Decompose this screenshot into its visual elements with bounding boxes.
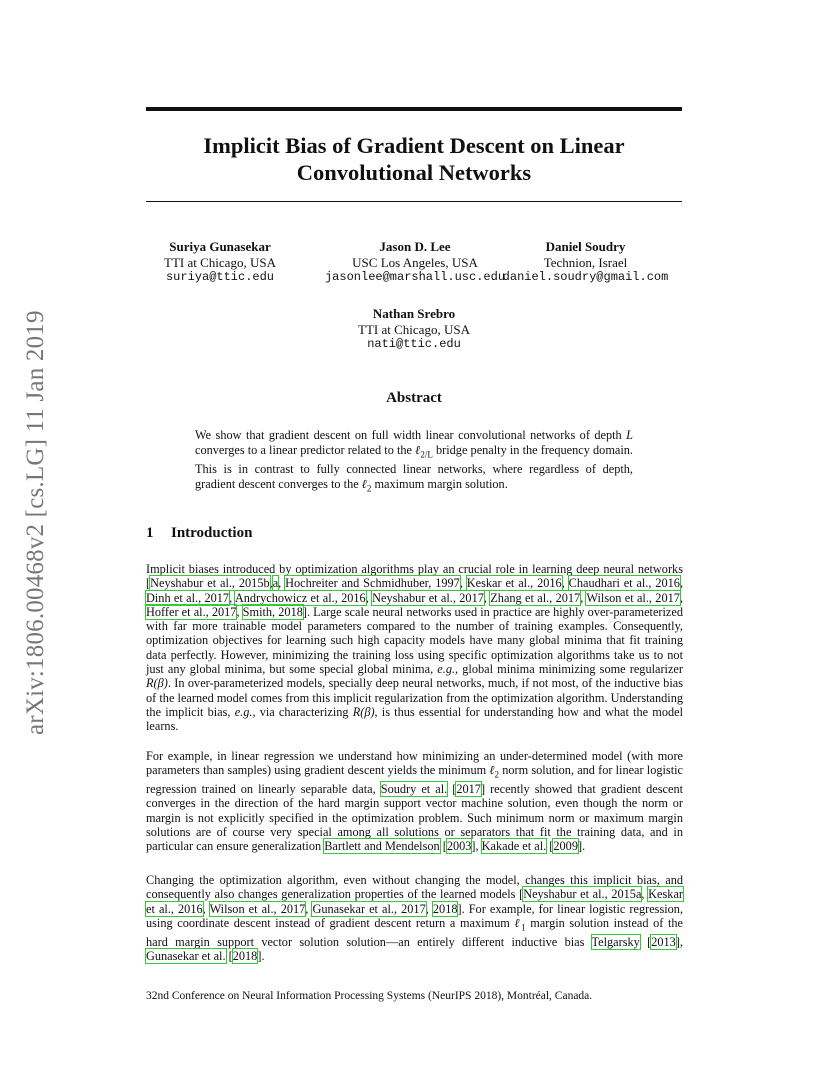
section-heading bbox=[146, 525, 252, 542]
citation-link[interactable]: Chaudhari et al., 2016 bbox=[568, 576, 680, 591]
citation-link[interactable]: 2003 bbox=[446, 839, 472, 854]
text-run: recently showed that gradient descent converges in the direction of the hard margin support vector machine solution, even though the norm or margin is not explicitly specified in the optimization problem. Such minimum norm or maximum margin solutions are of course very special among all solutions or separators that fit the training data, and in particular can ensure generalization bbox=[146, 782, 684, 854]
text-run: norm solution, and for linear logistic regression trained on linearly separable data, bbox=[146, 763, 683, 797]
citation-link[interactable]: Hoffer et al., 2017 bbox=[146, 604, 237, 619]
citation-link[interactable]: 2018 bbox=[432, 901, 458, 916]
author-affiliation: TTI at Chicago, USA bbox=[358, 321, 470, 337]
author-affiliation: Technion, Israel bbox=[543, 254, 628, 270]
text-run: via characterizing bbox=[255, 704, 353, 719]
text-run: maximum margin solution. bbox=[371, 477, 508, 492]
section-number: 1 bbox=[146, 525, 154, 541]
math-symbol: ℓ bbox=[489, 763, 495, 778]
text-run: . In over-parameterized models, specially deep neural networks, much, if not most, of the inductive bias of the learned model comes from this implicit regularization from the optimization algorithm. Understanding the implicit bias, bbox=[146, 676, 683, 719]
author-email[interactable]: daniel.soudry@gmail.com bbox=[502, 270, 669, 284]
citation-link[interactable]: Neyshabur et al., 2017 bbox=[372, 590, 484, 605]
citation-link[interactable]: Keskar et al., 2016 bbox=[146, 887, 683, 916]
author-block bbox=[314, 306, 514, 353]
text-run: Changing the optimization algorithm, even without changing the model, changes this implicit bias, and consequently also changes generalization properties of the learned models [ bbox=[146, 873, 683, 902]
author-name: Nathan Srebro bbox=[372, 306, 456, 321]
paragraph: Implicit biases introduced by optimization algorithms play an crucial role in learning deep neural networks [Neyshabur et al., 2015b,a, Hochreiter and Schmidhuber, 1997, Keskar et al., 2016, Chaudhari et al., 2016, Dinh et al., 2017, Andrychowicz et al., 2016, Neyshabur et al., 2017, Zhang et al., 2017, Wilson et al., 2017, Hoffer et al., 2017, Smith, 2018]. Large scale neural networks used in practice are highly over-parameterized with far more trainable model parameters compared to the number of training examples. Consequently, optimization objectives for learning such high capacity models have many global minima that fit training data perfectly. However, minimizing the training loss using specific optimization algorithms take us to not just any global minima, but some special global minima, e.g., global minima minimizing some regularizer R(β). In over-parameterized models, specially deep neural networks, much, if not most, of the inductive bias of the learned model comes from this implicit regularization from the optimization algorithm. Understanding the implicit bias, e.g., via characterizing R(β), is thus essential for understanding how and what the model learns. bbox=[146, 562, 684, 734]
citation-link[interactable]: Dinh et al., 2017 bbox=[146, 590, 230, 605]
text-run: , is thus essential for understanding how and what the model learns. bbox=[146, 704, 683, 734]
author-email[interactable]: suriya@ttic.edu bbox=[165, 270, 275, 284]
author-name: Jason D. Lee bbox=[379, 239, 451, 254]
text-run: e.g., bbox=[234, 704, 256, 719]
citation-link[interactable]: Hochreiter and Schmidhuber, 1997 bbox=[285, 576, 460, 591]
text-run: bridge penalty in the frequency domain. This is in contrast to fully connected linear networks, where regardless of depth, gradient descent converges to the bbox=[195, 443, 633, 492]
citation-link[interactable]: Kakade et al. bbox=[481, 839, 547, 854]
text-run: converges to a linear predictor related to the bbox=[195, 443, 416, 457]
citation-link[interactable]: Gunasekar et al. bbox=[146, 948, 226, 963]
citation-link[interactable]: Wilson et al., 2017 bbox=[586, 590, 680, 605]
citation-link[interactable]: 2018 bbox=[232, 948, 258, 963]
author-name: Daniel Soudry bbox=[545, 239, 626, 254]
math-symbol: ℓ bbox=[415, 443, 421, 457]
paragraph: Changing the optimization algorithm, even without changing the model, changes this implicit bias, and consequently also changes generalization properties of the learned models [Neyshabur et al., 2015a, Keskar et al., 2016, Wilson et al., 2017, Gunasekar et al., 2017, 2018]. For example, for linear logistic regression, using coordinate descent instead of gradient descent return a maximum ℓ$_1$ margin solution instead of the hard margin support vector solution solution—an entirely different inductive bias Telgarsky [2013], Gunasekar et al. [2018]. bbox=[146, 873, 684, 963]
citation-link[interactable]: a bbox=[272, 576, 279, 591]
author-block bbox=[146, 239, 294, 286]
author-email[interactable]: jasonlee@marshall.usc.edu bbox=[324, 270, 506, 284]
math-subscript: 2/L bbox=[420, 449, 433, 460]
citation-link[interactable]: Telgarsky bbox=[591, 934, 640, 949]
citation-link[interactable]: 2013 bbox=[651, 934, 676, 949]
citation-link[interactable]: Smith, 2018 bbox=[242, 604, 303, 619]
author-email[interactable]: nati@ttic.edu bbox=[367, 337, 461, 351]
text-run: . bbox=[261, 948, 265, 963]
title-rule-top bbox=[146, 107, 682, 111]
math-symbol: R(β) bbox=[146, 676, 168, 691]
text-run: For example, in linear regression we understand how minimizing an under-determined model (with more parameters than samples) using gradient descent yields the minimum bbox=[146, 749, 683, 778]
citation-link[interactable]: Neyshabur et al., 2015a bbox=[523, 887, 642, 902]
math-symbol: ℓ bbox=[514, 915, 522, 930]
text-run: ]. Large scale neural networks used in practice are highly over-parameterized with far more trainable model parameters compared to the number of training examples. Consequently, optimization objectives for learning such high capacity models have many global minima that fit training data perfectly. However, minimizing the training loss using specific optimization algorithms take us to not just any global minima, but some special global minima, bbox=[146, 604, 684, 677]
citation-link[interactable]: Gunasekar et al., 2017 bbox=[312, 901, 426, 916]
author-affiliation: TTI at Chicago, USA bbox=[164, 254, 276, 270]
text-run: margin solution instead of the hard margin support vector solution solution—an entirely different inductive bias bbox=[146, 915, 683, 949]
math-symbol: L bbox=[626, 428, 633, 442]
citation-link[interactable]: Neyshabur et al., 2015b bbox=[150, 576, 270, 591]
author-name: Suriya Gunasekar bbox=[169, 239, 271, 254]
math-subscript: 2 bbox=[366, 483, 372, 494]
author-block bbox=[498, 239, 673, 286]
math-subscript: 2 bbox=[494, 769, 500, 780]
author-affiliation: USC Los Angeles, USA bbox=[352, 254, 478, 270]
arxiv-identifier: arXiv:1806.00468v2 [cs.LG] 11 Jan 2019 bbox=[22, 310, 49, 736]
paragraph: For example, in linear regression we understand how minimizing an under-determined model (with more parameters than samples) using gradient descent yields the minimum ℓ$_2$ norm solution, and for linear logistic regression trained on linearly separable data, Soudry et al. [2017] recently showed that gradient descent converges in the direction of the hard margin support vector machine solution, even though the norm or margin is not explicitly specified in the optimization problem. Such minimum norm or maximum margin solutions are of course very special among all solutions or separators that fit the training data, and in particular can ensure generalization Bartlett and Mendelson [2003], Kakade et al. [2009]. bbox=[146, 749, 684, 854]
text-run: global minima minimizing some regularizer bbox=[458, 662, 683, 677]
text-run: e.g., bbox=[437, 662, 459, 677]
paper-title: Implicit Bias of Gradient Descent on Linear Convolutional Networks bbox=[203, 133, 625, 185]
abstract-heading: Abstract bbox=[386, 390, 442, 406]
citation-link[interactable]: Soudry et al. bbox=[380, 782, 448, 797]
text-run: We show that gradient descent on full width linear convolutional networks of depth bbox=[195, 428, 622, 442]
citation-link[interactable]: Zhang et al., 2017 bbox=[490, 590, 581, 605]
abstract-text bbox=[195, 428, 633, 497]
text-run: Implicit biases introduced by optimization algorithms play an crucial role in learning deep neural networks [ bbox=[146, 562, 683, 591]
text-run: . bbox=[582, 839, 586, 854]
citation-link[interactable]: 2017 bbox=[456, 782, 481, 797]
math-subscript: 1 bbox=[521, 922, 526, 933]
text-run: ]. For example, for linear logistic regression, using coordinate descent instead of gradient descent return a maximum bbox=[146, 901, 684, 930]
citation-link[interactable]: Wilson et al., 2017 bbox=[209, 901, 306, 916]
citation-link[interactable]: Keskar et al., 2016 bbox=[466, 576, 562, 591]
math-symbol: ℓ bbox=[361, 477, 367, 492]
section-title: Introduction bbox=[171, 525, 253, 541]
citation-link[interactable]: Andrychowicz et al., 2016 bbox=[234, 590, 366, 605]
math-symbol: R(β) bbox=[352, 704, 375, 719]
citation-link[interactable]: Bartlett and Mendelson bbox=[324, 839, 440, 854]
citation-link[interactable]: 2009 bbox=[553, 839, 578, 854]
title-rule-bottom bbox=[146, 201, 682, 202]
conference-footer: 32nd Conference on Neural Information Processing Systems (NeurIPS 2018), Montréal, Canada. bbox=[146, 990, 593, 1002]
